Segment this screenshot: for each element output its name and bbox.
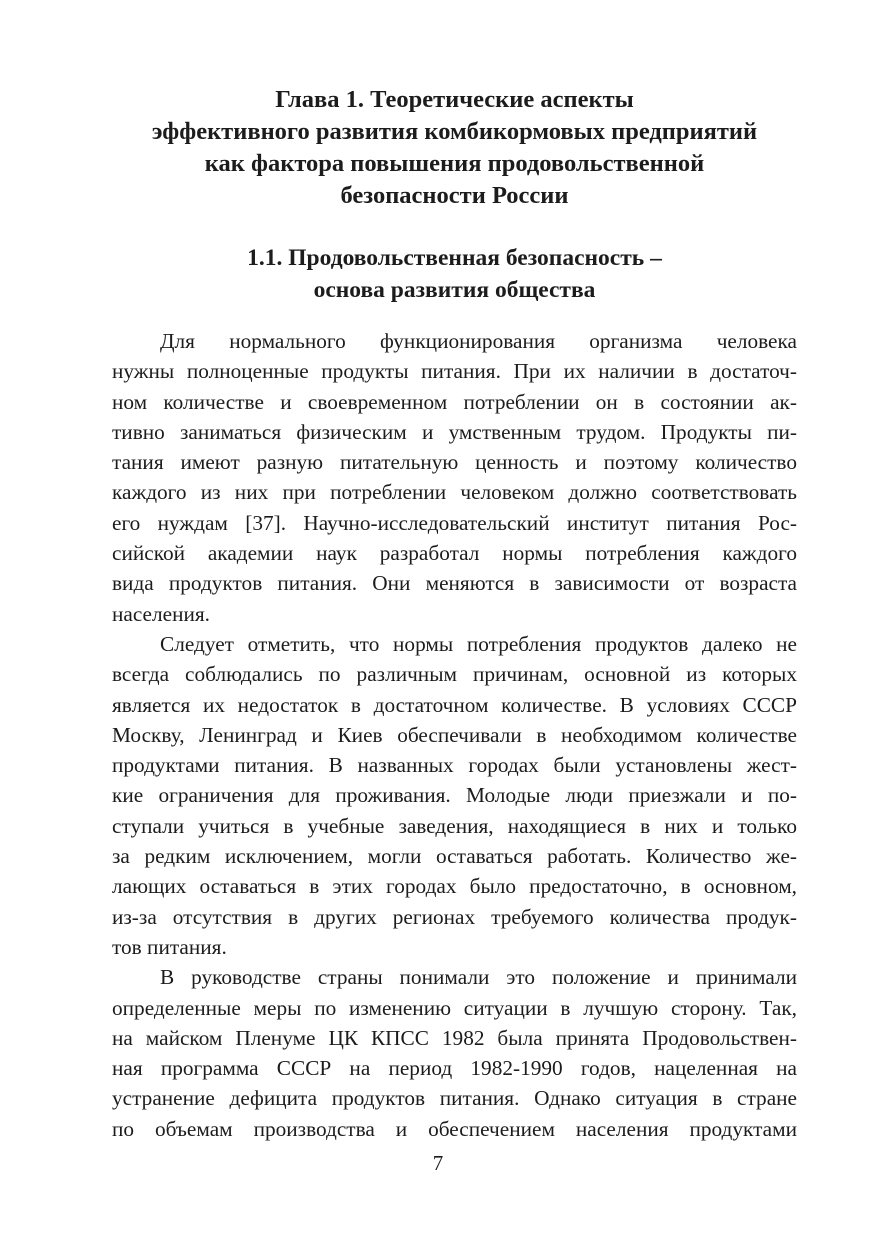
- chapter-title-line: эффективного развития комбикормовых предприятий: [151, 118, 758, 145]
- text-line: тания имеют разную питательную ценность и поэтому количество: [112, 450, 797, 475]
- text-line: ном количестве и своевременном потреблении он в состоянии ак-: [112, 389, 797, 414]
- text-line: каждого из них при потреблении человеком должно соответствовать: [112, 480, 797, 505]
- text-line: тов питания.: [112, 934, 227, 959]
- text-line: всегда соблюдались по различным причинам, основной из которых: [112, 662, 797, 687]
- paragraph-3: [112, 962, 797, 1144]
- text-line: Для нормального функционирования организма человека: [160, 329, 797, 353]
- text-line: его нуждам [37]. Научно-исследовательский институт питания Рос-: [112, 510, 797, 535]
- page-number: 7: [432, 1151, 444, 1175]
- chapter-title-line: Глава 1. Теоретические аспекты: [275, 86, 634, 113]
- chapter-title-line: безопасности России: [340, 182, 569, 209]
- text-line: населения.: [112, 601, 211, 626]
- text-line: лающих оставаться в этих городах было предостаточно, в основном,: [112, 874, 797, 899]
- chapter-title-line: как фактора повышения продовольственной: [204, 150, 705, 177]
- page: [112, 84, 797, 1144]
- text-line: В руководстве страны понимали это положение и принимали: [160, 965, 797, 990]
- text-line: Следует отметить, что нормы потребления продуктов далеко не: [160, 631, 797, 656]
- section-title-line: основа развития общества: [313, 277, 596, 303]
- text-line: Москву, Ленинград и Киев обеспечивали в необходимом количестве: [112, 722, 797, 747]
- paragraph-2: [112, 629, 797, 962]
- text-line: вида продуктов питания. Они меняются в зависимости от возраста: [112, 571, 797, 596]
- paragraph-1: [112, 326, 797, 629]
- text-line: кие ограничения для проживания. Молодые люди приезжали и по-: [112, 783, 797, 808]
- text-line: ная программа СССР на период 1982-1990 годов, нацеленная на: [112, 1056, 797, 1081]
- text-line: устранение дефицита продуктов питания. Однако ситуация в стране: [112, 1086, 797, 1111]
- text-line: ступали учиться в учебные заведения, находящиеся в них и только: [112, 813, 797, 838]
- text-line: на майском Пленуме ЦК КПСС 1982 была принята Продовольствен-: [112, 1025, 797, 1050]
- text-line: нужны полноценные продукты питания. При их наличии в достаточ-: [112, 359, 797, 384]
- text-line: за редким исключением, могли оставаться работать. Количество же-: [112, 844, 797, 869]
- text-line: сийской академии наук разработал нормы потребления каждого: [112, 541, 797, 566]
- body-text: [112, 326, 797, 1144]
- section-title-line: 1.1. Продовольственная безопасность –: [247, 245, 662, 271]
- text-line: определенные меры по изменению ситуации в лучшую сторону. Так,: [112, 995, 797, 1020]
- section-title: [112, 242, 797, 306]
- text-line: по объемам производства и обеспечением населения продуктами: [112, 1116, 797, 1141]
- text-line: является их недостаток в достаточном количестве. В условиях СССР: [112, 692, 797, 717]
- text-line: тивно заниматься физическим и умственным трудом. Продукты пи-: [112, 419, 797, 444]
- chapter-title: [112, 84, 797, 212]
- text-line: продуктами питания. В названных городах были установлены жест-: [112, 753, 797, 778]
- text-line: из-за отсутствия в других регионах требуемого количества продук-: [112, 904, 797, 929]
